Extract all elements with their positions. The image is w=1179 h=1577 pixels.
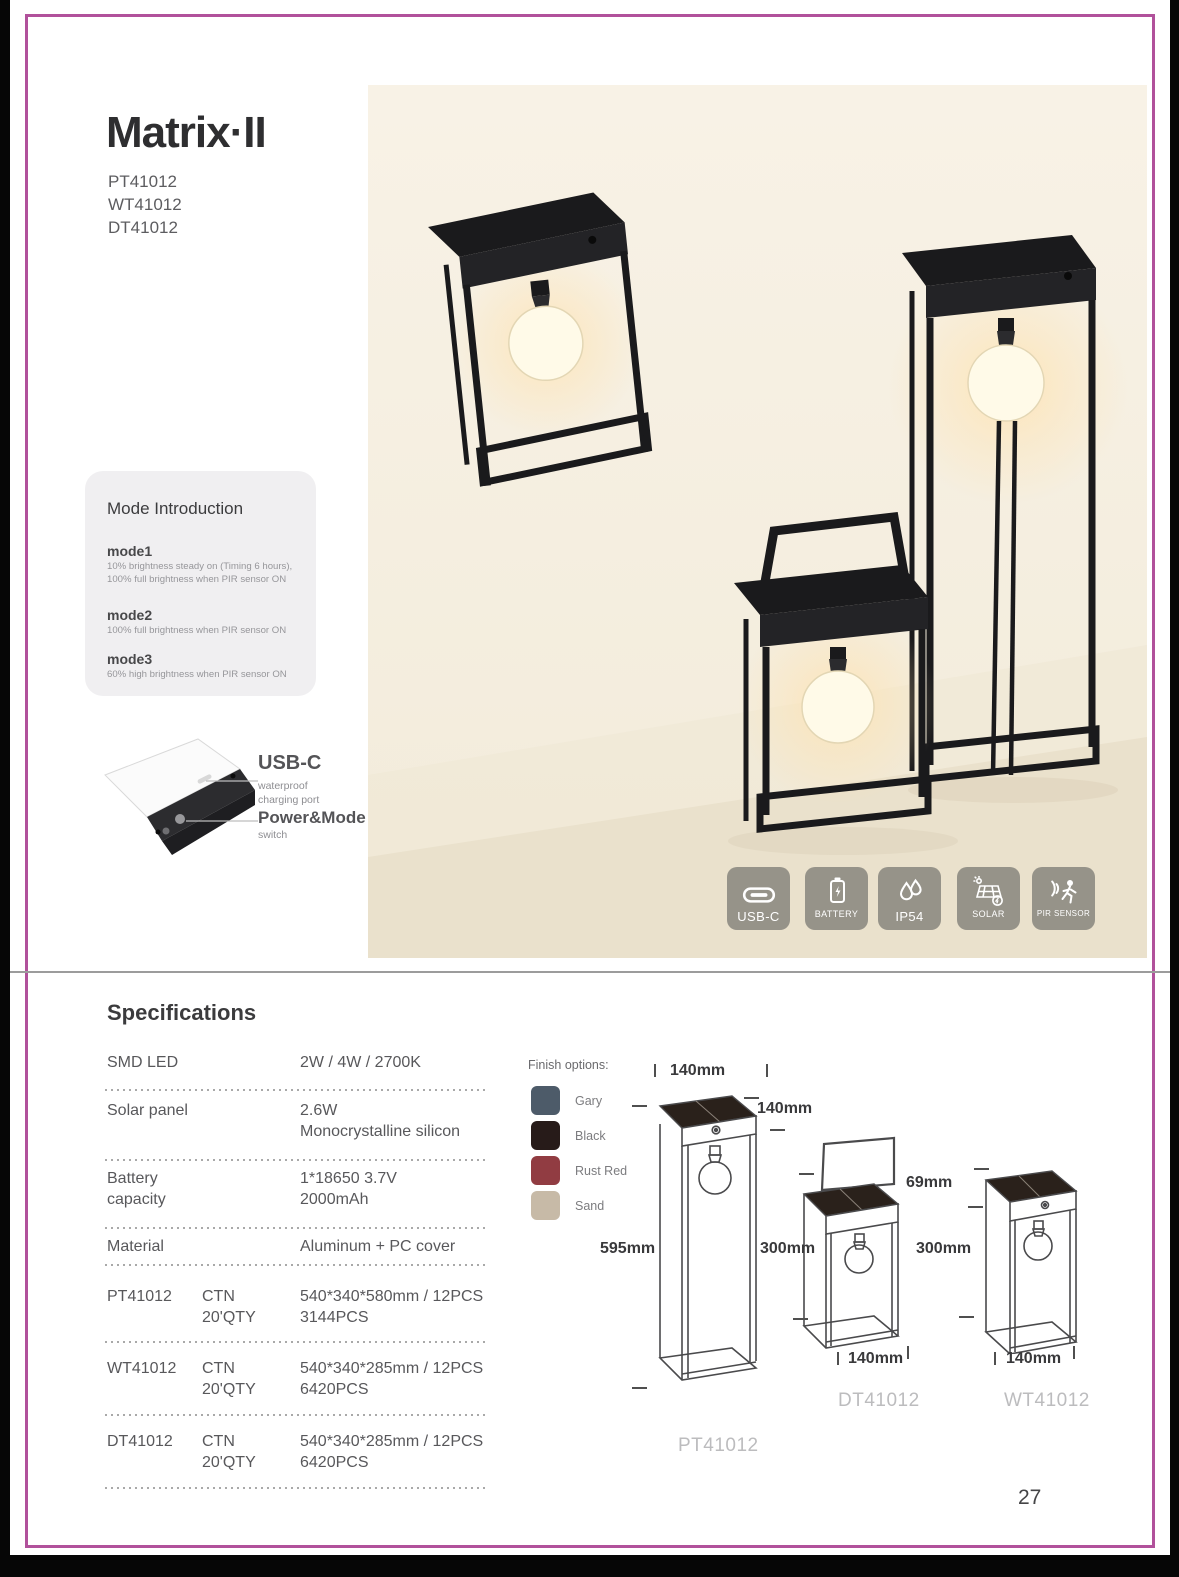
badge-label: SOLAR xyxy=(972,909,1005,919)
model-number: DT41012 xyxy=(108,218,178,237)
usbc-callout-title: USB-C xyxy=(258,752,322,774)
spec-row-smd-led: SMD LED 2W / 4W / 2700K xyxy=(107,1054,421,1071)
wt41012-line-drawing xyxy=(982,1164,1087,1354)
spec-row-material: Material Aluminum + PC cover xyxy=(107,1238,456,1255)
feature-badge-ip54 xyxy=(878,867,941,930)
page-number: 27 xyxy=(1018,1486,1042,1509)
pir-sensor-icon xyxy=(1032,867,1095,907)
dt-drawing-caption: DT41012 xyxy=(838,1390,920,1411)
finish-name: Rust Red xyxy=(575,1164,628,1178)
specifications-heading: Specifications xyxy=(107,1000,257,1025)
spec-row-pt41012: PT41012 CTN 20'QTY 540*340*580mm / 12PCS 3144PCS xyxy=(107,1288,484,1326)
mode-introduction-card xyxy=(85,471,316,696)
power-mode-callout: Power&Mode switch xyxy=(258,808,366,841)
wt-drawing-caption: WT41012 xyxy=(1004,1390,1090,1411)
model-number: WT41012 xyxy=(108,195,182,214)
feature-badge-pir xyxy=(1032,867,1095,930)
wt-width-dimension: 140mm xyxy=(1006,1350,1062,1367)
dotted-separator xyxy=(105,1264,488,1266)
water-drops-icon xyxy=(878,867,941,907)
dimension-tick xyxy=(744,1097,759,1099)
spec-row-wt41012: WT41012 CTN 20'QTY 540*340*285mm / 12PCS 6420PCS xyxy=(107,1360,484,1398)
dotted-separator xyxy=(105,1159,488,1161)
pt41012-line-drawing xyxy=(650,1080,770,1400)
usb-c-icon xyxy=(727,867,790,907)
feature-badge-battery xyxy=(805,867,868,930)
finish-name: Gary xyxy=(575,1094,603,1108)
dotted-separator xyxy=(105,1089,488,1091)
dt-height-dimension: 300mm xyxy=(760,1240,816,1257)
pt-depth-dimension: 140mm xyxy=(757,1100,813,1117)
dt41012-line-drawing xyxy=(800,1136,910,1351)
dotted-separator xyxy=(105,1414,488,1416)
device-corner-drawing xyxy=(100,733,260,868)
finish-swatch-rust-red xyxy=(531,1156,560,1185)
dimension-tick xyxy=(968,1206,983,1208)
usbc-callout: USB-C waterproof charging port xyxy=(258,752,322,806)
dimension-tick xyxy=(959,1316,974,1318)
mode-entry: mode1 10% brightness steady on (Timing 6 hours), 100% full brightness when PIR sensor ON xyxy=(107,543,293,585)
dotted-separator xyxy=(105,1487,488,1489)
dt-handle-dimension: 69mm xyxy=(906,1174,953,1191)
dotted-separator xyxy=(105,1341,488,1343)
spec-row-dt41012: DT41012 CTN 20'QTY 540*340*285mm / 12PCS 6420PCS xyxy=(107,1433,484,1471)
badge-label: BATTERY xyxy=(814,909,859,919)
pt-height-dimension: 595mm xyxy=(600,1240,656,1257)
dimension-tick xyxy=(793,1318,808,1320)
wt-height-dimension: 300mm xyxy=(916,1240,972,1257)
dimension-tick xyxy=(654,1064,656,1077)
pt-width-dimension: 140mm xyxy=(670,1062,726,1079)
page-title: Matrix·II xyxy=(106,108,266,157)
power-callout-title: Power&Mode xyxy=(258,808,366,827)
finish-name: Black xyxy=(575,1129,606,1143)
dimension-tick xyxy=(994,1352,996,1365)
feature-badge-usbc xyxy=(727,867,790,930)
finish-options-heading: Finish options: xyxy=(528,1058,609,1072)
finish-swatch-gary xyxy=(531,1086,560,1115)
badge-label: USB-C xyxy=(737,909,780,924)
dt-width-dimension: 140mm xyxy=(848,1350,904,1367)
product-photo xyxy=(368,85,1147,958)
mode-entry: mode3 60% high brightness when PIR sensor ON xyxy=(107,651,287,680)
mode-box-title: Mode Introduction xyxy=(107,499,244,518)
dimension-tick xyxy=(1073,1346,1075,1359)
finish-swatch-black xyxy=(531,1121,560,1150)
badge-label: IP54 xyxy=(895,909,924,924)
finish-swatch-sand xyxy=(531,1191,560,1220)
lantern-render-scene xyxy=(368,85,1147,958)
mode-entry: mode2 100% full brightness when PIR sensor ON xyxy=(107,607,287,636)
spec-row-battery: Battery capacity 1*18650 3.7V 2000mAh xyxy=(107,1170,397,1208)
dimension-tick xyxy=(907,1346,909,1359)
dimension-tick xyxy=(837,1352,839,1365)
spec-row-solar-panel: Solar panel 2.6W Monocrystalline silicon xyxy=(107,1102,461,1140)
usbc-diagram xyxy=(100,733,260,873)
section-divider xyxy=(10,971,1170,973)
dimension-tick xyxy=(974,1168,989,1170)
dimension-tick xyxy=(770,1129,785,1131)
dotted-separator xyxy=(105,1227,488,1229)
dimension-tick xyxy=(799,1173,814,1175)
solar-panel-icon xyxy=(957,867,1020,907)
feature-badge-solar xyxy=(957,867,1020,930)
model-list xyxy=(108,170,182,239)
pt-drawing-caption: PT41012 xyxy=(678,1435,759,1456)
badge-label: PIR SENSOR xyxy=(1036,909,1091,918)
model-number: PT41012 xyxy=(108,172,177,191)
dimension-tick xyxy=(766,1064,768,1077)
finish-name: Sand xyxy=(575,1199,605,1213)
dimension-tick xyxy=(632,1105,647,1107)
dimension-tick xyxy=(632,1387,647,1389)
battery-icon xyxy=(805,867,868,907)
